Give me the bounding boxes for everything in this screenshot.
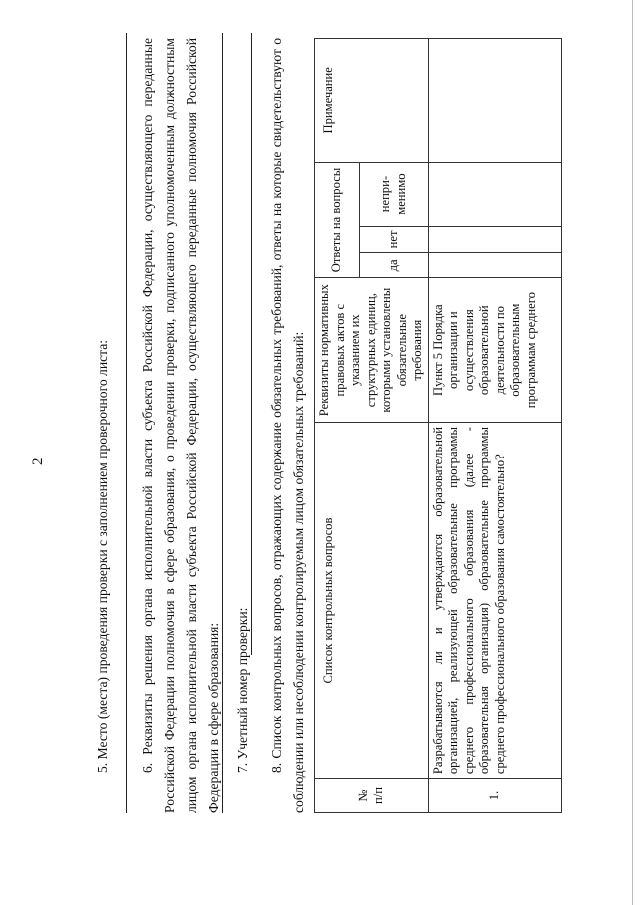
header-note: Примечание — [315, 39, 429, 163]
checklist-table — [314, 38, 562, 813]
row-answer-no[interactable] — [428, 226, 561, 253]
scan-edge-line — [632, 0, 633, 905]
header-no: нет — [359, 226, 428, 253]
row-question: Разрабатываются ли и утверждаются образовательной организацией, реализующей образовательные программы среднего профессионального образования (далее - образовательная организация) образовательные программы среднего профессионального образования самостоятельно? — [428, 423, 561, 779]
header-num: № п/п — [315, 779, 429, 813]
item-5-text: 5. Место (места) проведения проверки с заполнением проверочного листа: — [95, 339, 110, 773]
row-note[interactable] — [428, 39, 561, 163]
table-row — [428, 39, 561, 813]
header-questions: Список контрольных вопросов — [315, 423, 429, 779]
item-5-fill-line — [126, 33, 127, 813]
item-6-text: 6. Реквизиты решения органа исполнительной власти субъекта Российской Федерации, осуществляющего переданные Российской Федерации полномочия в сфере образования, о проведении проверки, подписанного уполномоченным должностным лицом органа исполнительной власти субъекта Российской Федерации, осуществляющего переданные полномочия Российской Федерации в сфере образования: — [140, 38, 221, 813]
header-not-applicable: непри-менимо — [359, 162, 428, 226]
row-requisite: Пункт 5 Порядка организации и осуществления образовательной деятельности по образовательным программам среднего — [428, 278, 561, 423]
item-8-text: 8. Список контрольных вопросов, отражающих содержание обязательных требований, ответы на которые свидетельствуют о соблюдении или несоблюдении контролируемым лицом обязательных требований: — [269, 38, 306, 813]
header-yes: да — [359, 253, 428, 278]
row-answer-yes[interactable] — [428, 253, 561, 278]
row-num: 1. — [428, 779, 561, 813]
item-7-fill-line — [251, 33, 252, 655]
page-number: 2 — [30, 457, 46, 465]
item-6-fill-line — [222, 33, 223, 813]
row-answer-not-applicable[interactable] — [428, 162, 561, 226]
header-requisites: Реквизиты нормативных правовых актов с указанием их структурных единиц, которыми установлены обязательные требования — [315, 278, 429, 423]
header-answers: Ответы на вопросы — [315, 162, 360, 278]
item-7-text: 7. Учетный номер проверки: — [235, 607, 250, 773]
